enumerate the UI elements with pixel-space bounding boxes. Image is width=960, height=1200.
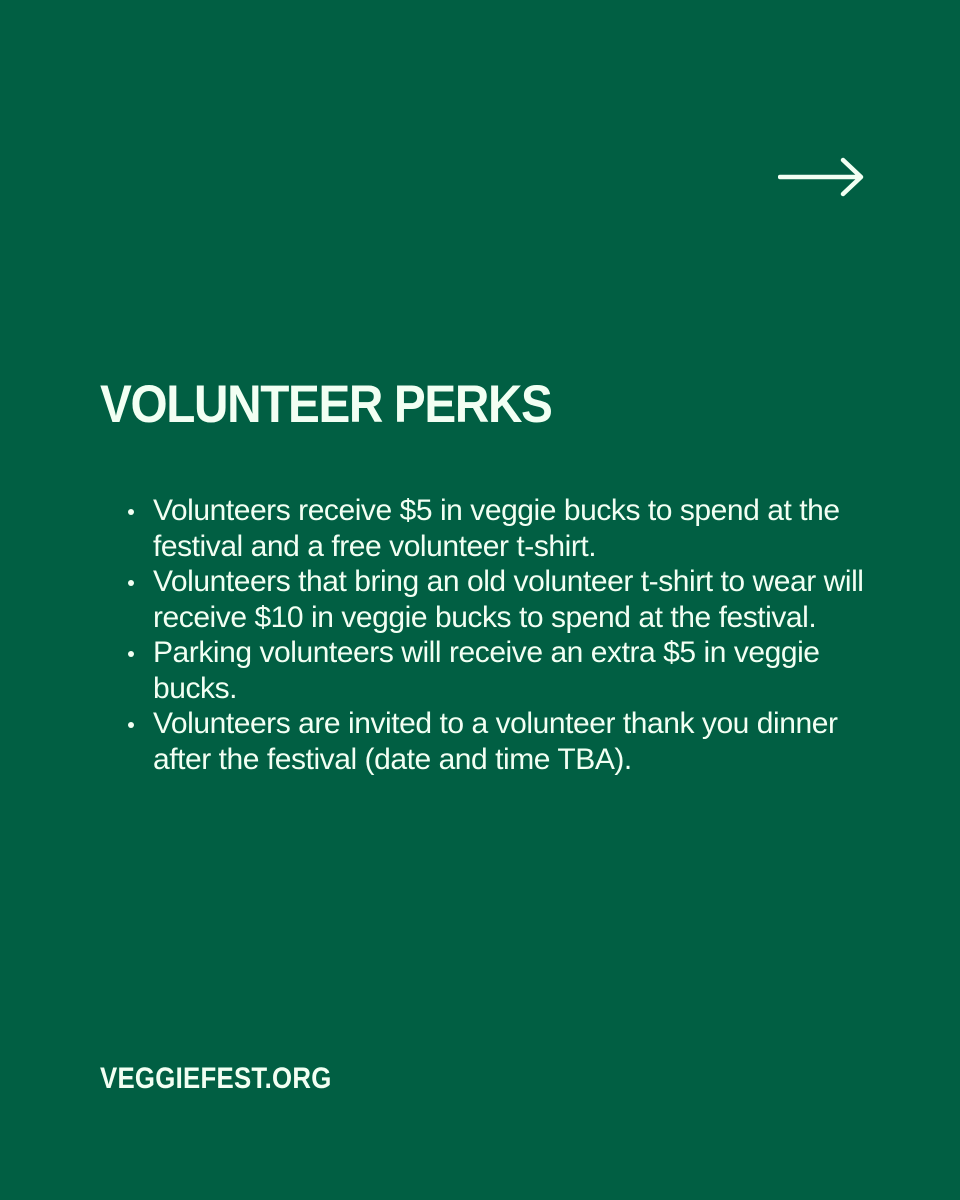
page-title: VOLUNTEER PERKS bbox=[100, 375, 552, 434]
bullet-icon bbox=[128, 580, 134, 586]
perk-text: Volunteers receive $5 in veggie bucks to spend at the festival and a free volunteer t-shirt. bbox=[153, 494, 840, 563]
perk-item-veggie-bucks-and-t-shirt bbox=[126, 493, 876, 564]
perk-item-old-t-shirt-bonus bbox=[126, 564, 876, 635]
perks-list bbox=[126, 493, 876, 777]
perk-item-thank-you-dinner bbox=[126, 706, 876, 777]
next-arrow-icon[interactable] bbox=[778, 154, 866, 200]
perk-text: Parking volunteers will receive an extra $5 in veggie bucks. bbox=[153, 636, 820, 705]
bullet-icon bbox=[128, 722, 134, 728]
perk-text: Volunteers are invited to a volunteer thank you dinner after the festival (date and time TBA). bbox=[153, 707, 838, 776]
bullet-icon bbox=[128, 651, 134, 657]
bullet-icon bbox=[128, 509, 134, 515]
website-url: VEGGIEFEST.ORG bbox=[100, 1062, 332, 1095]
perk-item-parking-bonus bbox=[126, 635, 876, 706]
perk-text: Volunteers that bring an old volunteer t-shirt to wear will receive $10 in veggie bucks to spend at the festival. bbox=[153, 565, 864, 634]
